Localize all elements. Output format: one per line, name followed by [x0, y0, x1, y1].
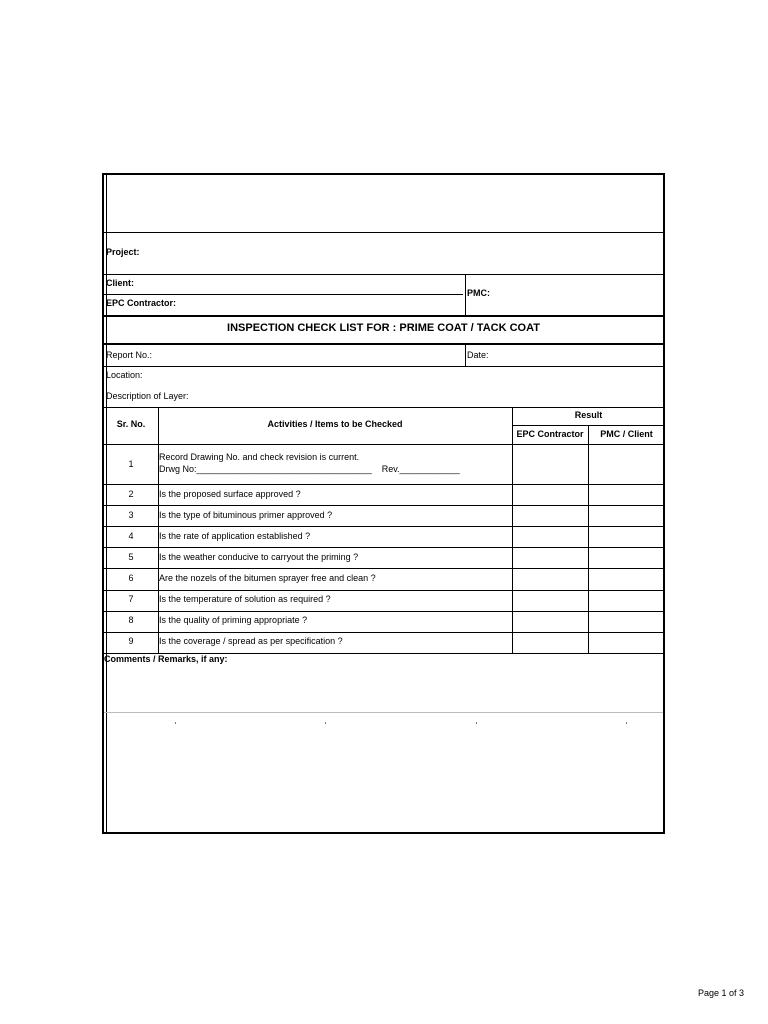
- row-activity-text: Is the temperature of solution as required ?: [159, 594, 331, 604]
- row-activity-text: Is the type of bituminous primer approved ?: [159, 510, 333, 520]
- divider: [104, 526, 663, 527]
- inspection-form: [102, 173, 665, 834]
- divider: [104, 232, 663, 233]
- row-activity-text: Is the quality of priming appropriate ?: [159, 615, 308, 625]
- project-label: Project:: [106, 247, 140, 257]
- comments-label: Comments / Remarks, if any:: [104, 654, 228, 664]
- divider: [104, 315, 663, 317]
- row-sr-number: 2: [128, 489, 134, 499]
- divider: [465, 344, 466, 366]
- divider: [512, 425, 663, 426]
- row-activity-text: Is the coverage / spread as per specification ?: [159, 636, 343, 646]
- row-sr-number: 8: [128, 615, 134, 625]
- page-title: INSPECTION CHECK LIST FOR : PRIME COAT / TACK COAT: [227, 322, 540, 334]
- row-activity-text: Is the rate of application established ?: [159, 531, 311, 541]
- row-sr-number: 5: [128, 552, 134, 562]
- row-activity-text: Is the proposed surface approved ?: [159, 489, 301, 499]
- divider: [325, 722, 326, 724]
- epc-contractor-label: EPC Contractor:: [106, 298, 177, 308]
- col-epc-header: EPC Contractor: [516, 429, 584, 439]
- divider: [104, 632, 663, 633]
- col-activities-header: Activities / Items to be Checked: [267, 419, 403, 429]
- report-no-label: Report No.:: [106, 350, 153, 360]
- divider: [104, 343, 663, 345]
- col-srno-header: Sr. No.: [116, 419, 146, 429]
- divider: [104, 712, 663, 713]
- row-sr-number: 7: [128, 594, 134, 604]
- page-number: Page 1 of 3: [698, 988, 745, 998]
- location-label: Location:: [106, 370, 143, 380]
- row-activity-text: Is the weather conducive to carryout the priming ?: [159, 552, 359, 562]
- divider: [626, 722, 627, 724]
- date-label: Date:: [467, 350, 489, 360]
- divider: [476, 722, 477, 724]
- row-sr-number: 4: [128, 531, 134, 541]
- col-result-header: Result: [574, 410, 603, 420]
- row-sr-number: 6: [128, 573, 134, 583]
- row-sr-number: 1: [128, 459, 134, 469]
- description-label: Description of Layer:: [106, 391, 189, 401]
- divider: [104, 484, 663, 485]
- divider: [588, 425, 589, 654]
- divider: [104, 294, 463, 295]
- row-activity-text: Are the nozels of the bitumen sprayer free and clean ?: [159, 573, 376, 583]
- divider: [104, 274, 663, 275]
- divider: [465, 274, 466, 315]
- divider: [104, 366, 663, 367]
- divider: [104, 444, 663, 445]
- divider: [104, 407, 663, 408]
- divider: [104, 611, 663, 612]
- row-activity-text: Record Drawing No. and check revision is current.: [159, 452, 360, 462]
- row-sr-number: 3: [128, 510, 134, 520]
- divider: [104, 568, 663, 569]
- col-pmc-header: PMC / Client: [600, 429, 653, 439]
- divider: [104, 505, 663, 506]
- row-sr-number: 9: [128, 636, 134, 646]
- divider: [104, 547, 663, 548]
- divider: [175, 722, 176, 724]
- pmc-label: PMC:: [467, 288, 490, 298]
- client-label: Client:: [106, 278, 134, 288]
- row-activity-text-line2: Drwg No:___________________________________ Rev.____________: [159, 464, 460, 474]
- divider: [104, 590, 663, 591]
